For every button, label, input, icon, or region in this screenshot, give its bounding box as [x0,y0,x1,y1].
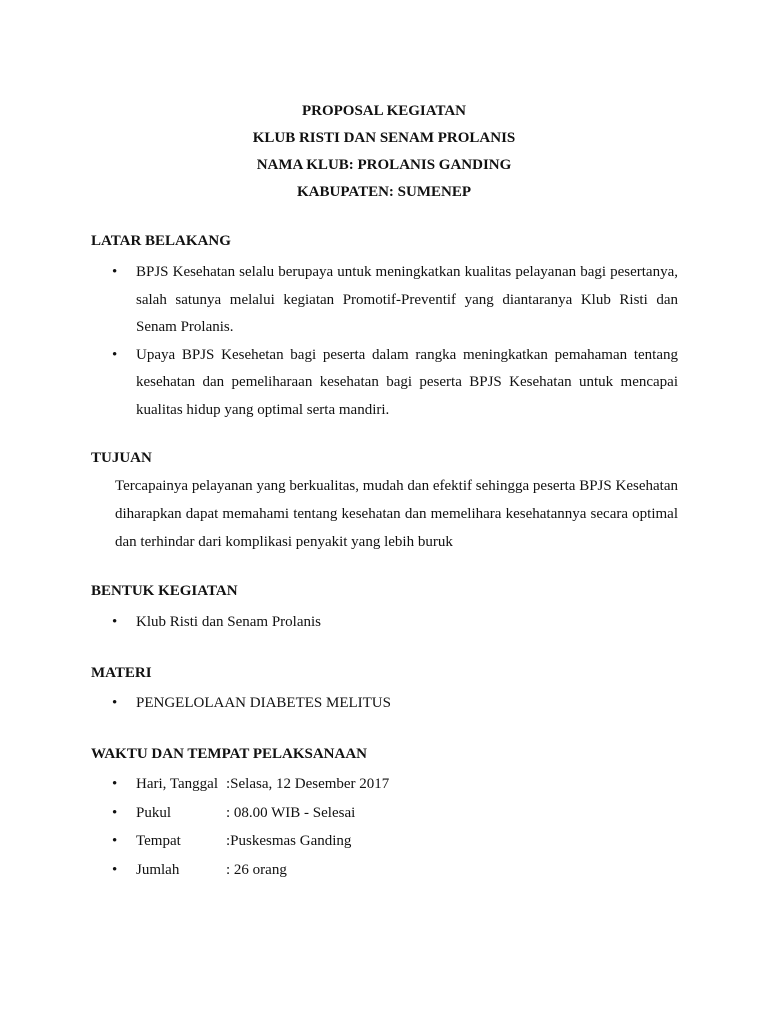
heading-bentuk-kegiatan: BENTUK KEGIATAN [91,583,238,599]
heading-tujuan: TUJUAN [91,450,152,466]
waktu-tempat-list [112,770,678,884]
bullet-icon: • [112,695,118,711]
heading-waktu-tempat: WAKTU DAN TEMPAT PELAKSANAAN [91,746,367,762]
detail-label: Jumlah [136,861,180,878]
bullet-icon: • [112,614,118,630]
list-item [112,259,678,342]
bentuk-kegiatan-list [112,609,678,637]
detail-label: Hari, Tanggal [136,776,218,792]
detail-value: : 26 orang [226,861,287,878]
list-item-text: PENGELOLAAN DIABETES MELITUS [136,695,391,711]
detail-value: :Selasa, 12 Desember 2017 [226,776,390,792]
list-item [112,342,678,425]
latar-belakang-list [112,259,678,424]
materi-list [112,690,678,718]
title-line-1: PROPOSAL KEGIATAN [301,103,467,119]
tujuan-paragraph: Tercapainya pelayanan yang berkualitas, mudah dan efektif sehingga peserta BPJS Kesehatan diharapkan dapat memahami tentang kesehatan dan memelihara kesehatannya secara optimal dan terhindar dari komplikasi penyakit yang lebih buruk [115,478,678,550]
heading-materi: MATERI [91,665,152,681]
detail-row-jumlah [112,856,678,885]
detail-value: :Puskesmas Ganding [226,833,352,849]
list-item-text: Klub Risti dan Senam Prolanis [136,614,321,630]
bullet-icon: • [112,833,118,849]
list-item-text: BPJS Kesehatan selalu berupaya untuk meningkatkan kualitas pelayanan bagi pesertanya, salah satunya melalui kegiatan Promotif-Preventif yang diantaranya Klub Risti dan Senam Prolanis. [136,264,678,335]
bullet-icon: • [112,346,118,363]
detail-value: : 08.00 WIB - Selesai [226,804,356,821]
heading-latar-belakang: LATAR BELAKANG [91,233,231,249]
bullet-icon: • [112,861,118,878]
bullet-icon: • [112,804,118,821]
detail-label: Pukul [136,804,172,821]
detail-row-tempat [112,827,678,856]
title-line-3: NAMA KLUB: PROLANIS GANDING [256,157,512,173]
title-line-4: KABUPATEN: SUMENEP [296,184,472,200]
title-line-2: KLUB RISTI DAN SENAM PROLANIS [252,130,516,146]
detail-row-hari-tanggal [112,770,678,799]
bullet-icon: • [112,264,118,280]
detail-row-pukul [112,799,678,828]
list-item-text: Upaya BPJS Kesehetan bagi peserta dalam rangka meningkatkan pemahaman tentang kesehatan dan pemeliharaan kesehatan bagi peserta BPJS Kesehatan untuk mencapai kualitas hidup yang optimal serta mandiri. [136,346,678,418]
detail-label: Tempat [136,833,181,849]
bullet-icon: • [112,776,118,792]
list-item [112,609,678,637]
document-title [0,98,768,206]
list-item [112,690,678,718]
